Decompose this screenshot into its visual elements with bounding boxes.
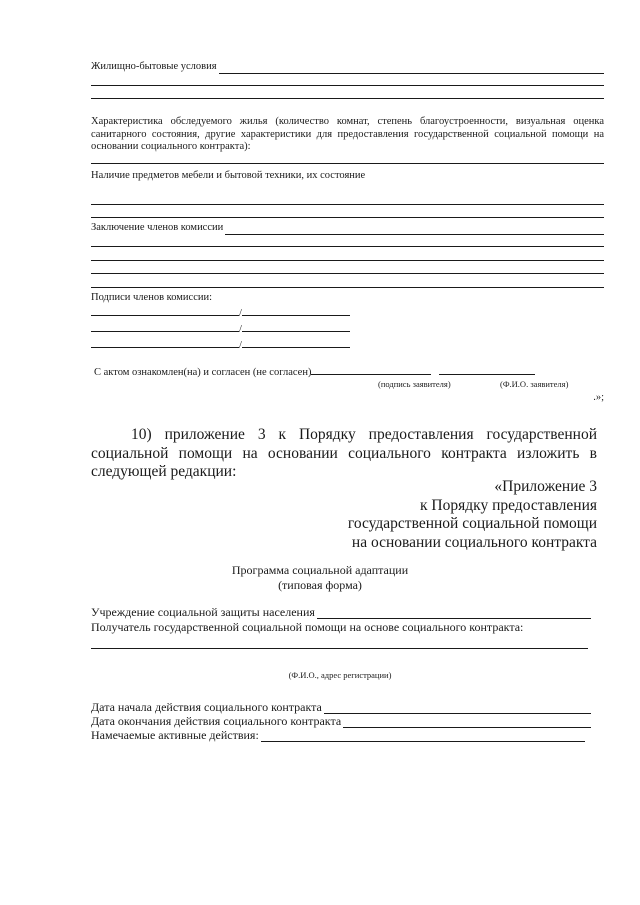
signature-line-2 [91,322,361,337]
living-conditions-row [91,61,604,74]
start-date-row [91,700,591,714]
furniture-line-2[interactable] [91,217,604,218]
commission-conclusion-row [91,222,604,235]
amendment-paragraph: 10) приложение 3 к Порядку предоставления государственной социальной помощи на основании социального контракта изложить в следующей редакции: [91,426,597,480]
end-date-row [91,714,591,728]
living-conditions-line-3[interactable] [91,98,604,99]
program-title: Программа социальной адаптации [231,563,409,577]
planned-actions-field[interactable] [261,731,585,742]
housing-description: Характеристика обследуемого жилья (количество комнат, степень благоустроенности, визуальная оценка санитарного состояния, другие характеристики для предоставления государственной социальной помощи на основании социального контракта): [91,116,604,153]
member-name-field-3[interactable] [242,338,350,348]
commission-conclusion-field[interactable] [225,225,604,235]
recipient-label: Получатель государственной социальной помощи на основе социального контракта: [91,620,524,634]
member-name-field-2[interactable] [242,322,350,332]
living-conditions-line-2[interactable] [91,85,604,86]
applicant-signature-caption: (подпись заявителя) [378,379,451,389]
commission-conclusion-label: Заключение членов комиссии [91,222,224,233]
living-conditions-label: Жилищно-бытовые условия [91,61,217,72]
commission-conclusion-line-2[interactable] [91,246,604,247]
commission-conclusion-line-3[interactable] [91,260,604,261]
member-signature-field-2[interactable] [91,322,239,332]
appendix-line-1: «Приложение 3 [494,478,597,495]
housing-description-line[interactable] [91,163,604,164]
applicant-name-field[interactable] [439,365,535,375]
acquainted-label: С актом ознакомлен(на) и согласен (не согласен) [94,367,312,378]
program-subtitle: (типовая форма) [278,578,362,592]
signature-separator: / [239,308,242,319]
appendix-header [348,478,597,552]
appendix-line-2: к Порядку предоставления [420,496,597,514]
recipient-caption: (Ф.И.О., адрес регистрации) [288,670,392,680]
end-date-label: Дата окончания действия социального контракта [91,714,342,728]
applicant-signature-field[interactable] [311,365,431,375]
start-date-label: Дата начала действия социального контракта [91,700,322,714]
signature-separator: / [239,324,242,335]
member-name-field-1[interactable] [242,306,350,316]
furniture-line-1[interactable] [91,204,604,205]
planned-actions-label: Намечаемые активные действия: [91,728,259,742]
recipient-field[interactable] [91,648,588,649]
furniture-label: Наличие предметов мебели и бытовой техники, их состояние [91,170,366,181]
commission-conclusion-line-4[interactable] [91,273,604,274]
signature-line-3 [91,338,361,353]
end-date-field[interactable] [343,717,591,728]
closing-mark: .»; [593,392,604,403]
signature-line-1 [91,306,361,321]
commission-conclusion-line-5[interactable] [91,287,604,288]
applicant-name-caption: (Ф.И.О. заявителя) [500,379,569,389]
appendix-line-3: государственной социальной помощи [347,515,597,532]
planned-actions-row [91,728,585,742]
institution-row [91,605,591,619]
signature-separator: / [239,340,242,351]
signatures-label: Подписи членов комиссии: [91,292,213,303]
appendix-line-4: на основании социального контракта [351,533,597,551]
start-date-field[interactable] [324,703,591,714]
institution-label: Учреждение социальной защиты населения [91,605,315,619]
member-signature-field-3[interactable] [91,338,239,348]
living-conditions-field[interactable] [219,64,604,74]
acquainted-row [94,365,604,380]
institution-field[interactable] [317,608,591,619]
member-signature-field-1[interactable] [91,306,239,316]
